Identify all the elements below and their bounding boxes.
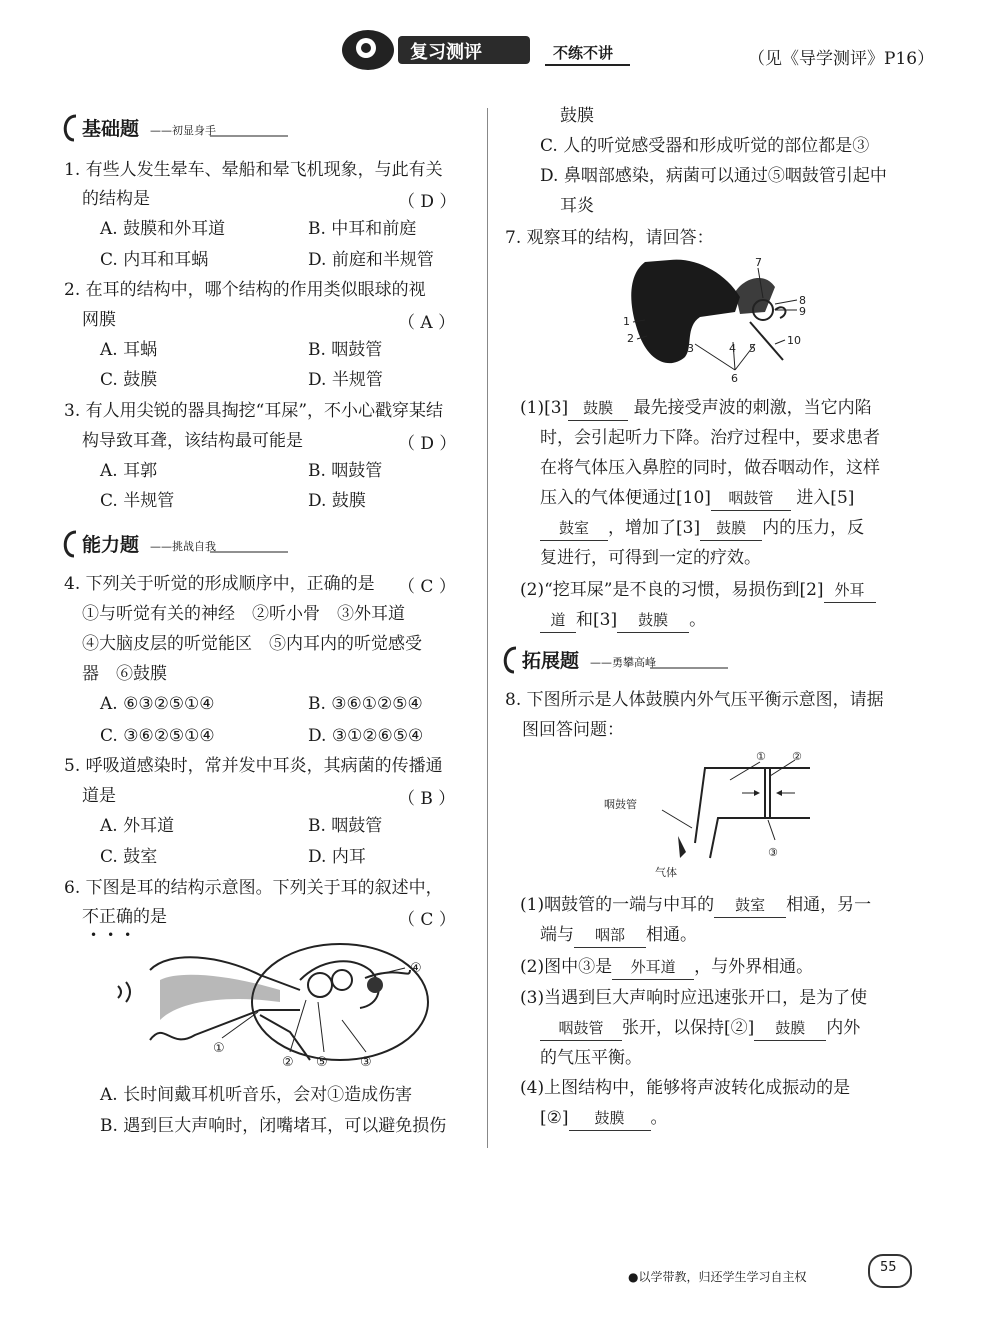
- q4-stem-line4: 器 ⑥鼓膜: [82, 664, 167, 684]
- q5-option-a: A. 外耳道: [100, 816, 175, 836]
- q1-stem-line2: 的结构是: [82, 189, 150, 209]
- section-basic-header: [60, 112, 290, 142]
- q4-option-b: B. ③⑥①②⑤④: [308, 694, 423, 714]
- q7-part1-line6: 复进行，可得到一定的疗效。: [540, 548, 761, 568]
- q7-part2-line1: [520, 578, 876, 603]
- q6-stem-line2: 不正确的是: [82, 907, 167, 927]
- q8-label-1: ①: [756, 750, 766, 763]
- q7-p1-blank3: 鼓室: [540, 516, 608, 541]
- q1-option-a: A. 鼓膜和外耳道: [100, 219, 226, 239]
- q8-p3-blank1: 咽鼓管: [540, 1016, 622, 1041]
- q8-part4-line1: (4)上图结构中，能够将声波转化成振动的是: [520, 1078, 851, 1098]
- q5-answer: （ B ）: [398, 789, 456, 809]
- q2-stem-line2: 网膜: [82, 310, 116, 330]
- q7-label-2: 2: [627, 332, 634, 345]
- q2-option-a: A. 耳蜗: [100, 340, 158, 360]
- footer-motto: ●以学带教，归还学生学习自主权: [628, 1270, 807, 1284]
- q8-part3-line2: [540, 1016, 860, 1041]
- q7-part1-line3: 在将气体压入鼻腔的同时，做吞咽动作，这样: [540, 458, 880, 478]
- q2-option-d: D. 半规管: [308, 370, 383, 390]
- q8-p1-text1: (1)咽鼓管的一端与中耳的: [520, 895, 715, 915]
- column-divider: [487, 108, 488, 1148]
- q7-p2-blank1: 外耳: [824, 578, 876, 603]
- q5-stem-line1: 5. 呼吸道感染时，常并发中耳炎，其病菌的传播通: [64, 756, 443, 776]
- q4-stem-line1: 4. 下列关于听觉的形成顺序中，正确的是: [64, 574, 375, 594]
- q6-option-c: C. 人的听觉感受器和形成听觉的部位都是③: [540, 136, 870, 156]
- section-ability-header: [60, 528, 290, 558]
- header-tag: 不练不讲: [553, 44, 614, 62]
- q8-p4-blank: 鼓膜: [569, 1106, 651, 1131]
- q4-option-a: A. ⑥③②⑤①④: [100, 694, 215, 714]
- q8-part2-line: [520, 955, 813, 980]
- q6-label-1: ①: [213, 1041, 225, 1056]
- q8-p4-text2: 。: [650, 1108, 668, 1128]
- q7-p2-blank2: 鼓膜: [617, 608, 689, 633]
- q7-label-3: 3: [687, 342, 694, 355]
- q8-stem-line2: 图回答问题：: [522, 720, 624, 740]
- section-extend-sub: ——勇攀高峰: [590, 656, 656, 669]
- q8-p1-text4: 相通。: [646, 925, 697, 945]
- q8-p3-text2: 内外: [826, 1018, 861, 1038]
- q7-p1-prefix: (1)[3]: [520, 398, 569, 418]
- q8-label-3: ③: [768, 846, 778, 859]
- q3-stem-line1: 3. 有人用尖锐的器具掏挖“耳屎”，不小心戳穿某结: [64, 401, 444, 421]
- q8-p1-blank1: 鼓室: [714, 893, 786, 918]
- q6-option-b-line2: 鼓膜: [560, 106, 594, 126]
- q7-p1-text4: 压入的气体便通过[10]: [540, 488, 711, 508]
- section-basic-sub: ——初显身手: [150, 124, 216, 137]
- q4-stem-line2: ①与听觉有关的神经 ②听小骨 ③外耳道: [82, 604, 405, 624]
- q7-stem: 7. 观察耳的结构，请回答：: [505, 228, 714, 248]
- q7-p1-text6: ，增加了[3]: [608, 518, 701, 538]
- q4-option-c: C. ③⑥②⑤①④: [100, 726, 215, 746]
- q6-option-d-line1: D. 鼻咽部感染，病菌可以通过⑤咽鼓管引起中: [540, 166, 887, 186]
- q3-option-b: B. 咽鼓管: [308, 461, 383, 481]
- q5-option-b: B. 咽鼓管: [308, 816, 383, 836]
- q6-ear-diagram: [110, 940, 440, 1080]
- q7-label-9: 9: [799, 305, 806, 318]
- q6-label-4: ④: [410, 961, 422, 976]
- q8-p1-text2: 相通，另一: [786, 895, 872, 915]
- q7-part1-line2: 时，会引起听力下降。治疗过程中，要求患者: [540, 428, 880, 448]
- section-ability-sub: ——挑战自我: [150, 540, 216, 553]
- q6-label-5: ⑤: [316, 1055, 328, 1070]
- q5-stem-line2: 道是: [82, 786, 116, 806]
- q3-answer: （ D ）: [398, 434, 457, 454]
- q8-p2-blank: 外耳道: [612, 955, 694, 980]
- q7-label-4: 4: [729, 342, 736, 355]
- q8-p1-blank2: 咽部: [574, 923, 646, 948]
- q8-p3-text1: 张开，以保持[②]: [622, 1018, 755, 1038]
- q7-p2-text3: 。: [689, 610, 707, 630]
- q7-label-6: 6: [731, 372, 738, 385]
- q7-label-5: 5: [749, 342, 756, 355]
- q7-part2-line2: [540, 608, 706, 633]
- q5-option-d: D. 内耳: [308, 847, 366, 867]
- section-ability-title: 能力题: [82, 534, 140, 556]
- q2-answer: （ A ）: [398, 313, 456, 333]
- q4-stem-line3: ④大脑皮层的听觉能区 ⑤内耳内的听觉感受: [82, 634, 422, 654]
- q1-option-d: D. 前庭和半规管: [308, 250, 434, 270]
- q7-part1-line4: [540, 486, 854, 511]
- q8-p4-text1: [②]: [540, 1108, 569, 1128]
- header-banner: 复习测评: [410, 42, 482, 63]
- section-extend-title: 拓展题: [522, 650, 580, 672]
- q1-option-c: C. 内耳和耳蜗: [100, 250, 209, 270]
- q4-answer: （ C ）: [398, 577, 456, 597]
- q4-option-d: D. ③①②⑥⑤④: [308, 726, 424, 746]
- q2-option-c: C. 鼓膜: [100, 370, 158, 390]
- q1-stem-line1: 1. 有些人发生晕车、晕船和晕飞机现象，与此有关: [64, 160, 443, 180]
- section-basic-title: 基础题: [82, 118, 140, 140]
- q3-stem-line2: 构导致耳聋，该结构最可能是: [82, 431, 303, 451]
- q6-stem-line1: 6. 下图是耳的结构示意图。下列关于耳的叙述中，: [64, 878, 443, 898]
- q6-answer: （ C ）: [398, 910, 456, 930]
- q8-pressure-diagram: [600, 748, 820, 883]
- q2-option-b: B. 咽鼓管: [308, 340, 383, 360]
- q3-option-a: A. 耳郭: [100, 461, 158, 481]
- q8-part3-line3: 的气压平衡。: [540, 1048, 642, 1068]
- q7-p2-blank1b: 道: [540, 608, 576, 633]
- q6-label-2: ②: [282, 1055, 294, 1070]
- q6-emphasis-dots: •••: [90, 928, 142, 942]
- q7-label-8: 8: [799, 294, 806, 307]
- q8-label-tube: 咽鼓管: [604, 798, 637, 811]
- q8-label-gas: 气体: [655, 866, 677, 879]
- q7-label-7: 7: [755, 256, 762, 269]
- q7-p1-blank2: 咽鼓管: [711, 486, 791, 511]
- q8-label-2: ②: [792, 750, 802, 763]
- section-extend-header: [500, 644, 730, 674]
- q8-p2-text1: (2)图中③是: [520, 957, 613, 977]
- q7-label-10: 10: [787, 334, 801, 347]
- q8-part1-line1: [520, 893, 871, 918]
- q1-option-b: B. 中耳和前庭: [308, 219, 417, 239]
- q7-part1-line1: [520, 396, 872, 421]
- q7-p1-blank1: 鼓膜: [568, 396, 628, 421]
- q3-option-d: D. 鼓膜: [308, 491, 366, 511]
- q6-label-3: ③: [360, 1055, 372, 1070]
- q8-p3-blank2: 鼓膜: [754, 1016, 826, 1041]
- q6-option-d-line2: 耳炎: [560, 196, 594, 216]
- q7-p1-text7: 内的压力，反: [762, 518, 865, 538]
- q8-part4-line2: [540, 1106, 668, 1131]
- q8-p2-text2: ，与外界相通。: [694, 957, 814, 977]
- q8-p1-text3: 端与: [540, 925, 574, 945]
- q6-option-b-line1: B. 遇到巨大声响时，闭嘴堵耳，可以避免损伤: [100, 1116, 447, 1136]
- q8-part1-line2: [540, 923, 697, 948]
- q7-label-1: 1: [623, 315, 630, 328]
- q2-stem-line1: 2. 在耳的结构中，哪个结构的作用类似眼球的视: [64, 280, 426, 300]
- header-reference: （见《导学测评》P16）: [748, 49, 935, 69]
- q7-p1-text1: 最先接受声波的刺激，当它内陷: [633, 398, 872, 418]
- q7-ear-diagram: [615, 252, 825, 387]
- page-number: 55: [880, 1260, 897, 1275]
- q5-option-c: C. 鼓室: [100, 847, 158, 867]
- q7-p1-text5: 进入[5]: [796, 488, 855, 508]
- q7-part1-line5: [540, 516, 864, 541]
- q8-stem-line1: 8. 下图所示是人体鼓膜内外气压平衡示意图，请据: [505, 690, 884, 710]
- q6-option-a: A. 长时间戴耳机听音乐，会对①造成伤害: [100, 1085, 413, 1105]
- q7-p2-text1: (2)“挖耳屎”是不良的习惯，易损伤到[2]: [520, 580, 824, 600]
- header-rule: [545, 64, 630, 66]
- q1-answer: （ D ）: [398, 192, 457, 212]
- q7-p1-blank4: 鼓膜: [700, 516, 762, 541]
- q8-part3-line1: (3)当遇到巨大声响时应迅速张开口，是为了使: [520, 988, 868, 1008]
- q3-option-c: C. 半规管: [100, 491, 175, 511]
- q7-p2-text2: 和[3]: [576, 610, 618, 630]
